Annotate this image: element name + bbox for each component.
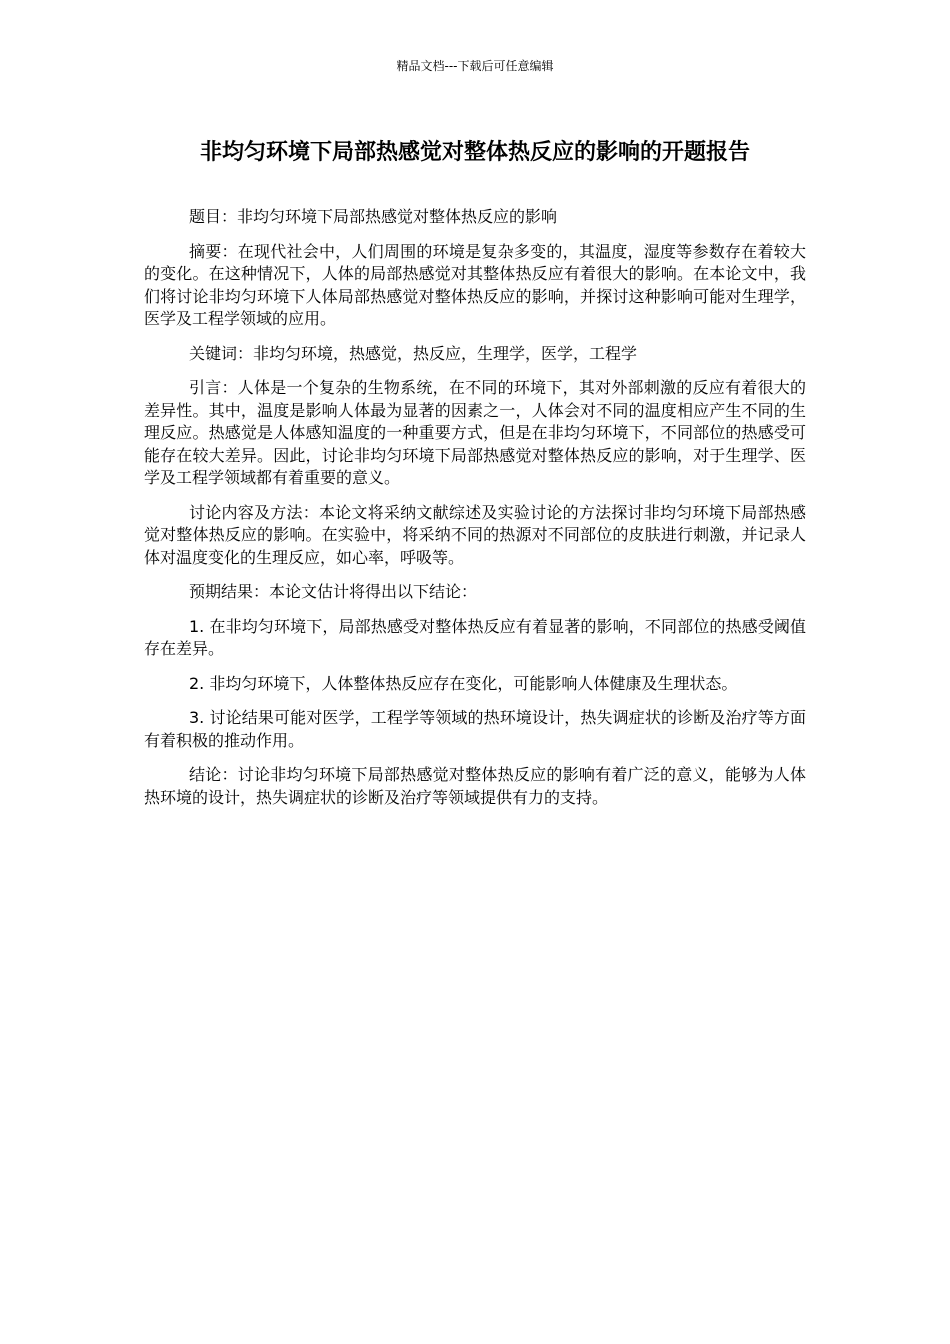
paragraph-introduction: 引言：人体是一个复杂的生物系统，在不同的环境下，其对外部刺激的反应有着很大的差异性。其中，温度是影响人体最为显著的因素之一，人体会对不同的温度相应产生不同的生理反应。热感觉是人体感知温度的一种重要方式，但是在非均匀环境下，不同部位的热感受可能存在较大差异。因此，讨论非均匀环境下局部热感觉对整体热反应的影响，对于生理学、医学及工程学领域都有着重要的意义。 [144,378,806,487]
list-item-result-2: 2. 非均匀环境下，人体整体热反应存在变化，可能影响人体健康及生理状态。 [189,673,738,693]
paragraph-topic: 题目：非均匀环境下局部热感觉对整体热反应的影响 [189,207,558,226]
list-item-result-3: 3. 讨论结果可能对医学，工程学等领域的热环境设计，热失调症状的诊断及治疗等方面有着积极的推动作用。 [144,708,806,750]
document-title: 非均匀环境下局部热感觉对整体热反应的影响的开题报告 [199,140,750,165]
paragraph-keywords: 关键词：非均匀环境，热感觉，热反应，生理学，医学，工程学 [189,343,638,363]
header-note: 精品文档---下载后可任意编辑 [396,59,554,73]
document-body [144,206,806,821]
list-item-result-1: 1. 在非均匀环境下，局部热感受对整体热反应有着显著的影响，不同部位的热感受阈值存在差异。 [144,616,806,658]
paragraph-methods: 讨论内容及方法：本论文将采纳文献综述及实验讨论的方法探讨非均匀环境下局部热感觉对整体热反应的影响。在实验中，将采纳不同的热源对不同部位的皮肤进行刺激，并记录人体对温度变化的生理反应，如心率，呼吸等。 [144,502,806,567]
paragraph-conclusion: 结论：讨论非均匀环境下局部热感觉对整体热反应的影响有着广泛的意义，能够为人体热环境的设计，热失调症状的诊断及治疗等领域提供有力的支持。 [144,765,806,807]
paragraph-abstract: 摘要：在现代社会中，人们周围的环境是复杂多变的，其温度，湿度等参数存在着较大的变化。在这种情况下，人体的局部热感觉对其整体热反应有着很大的影响。在本论文中，我们将讨论非均匀环境下人体局部热感觉对整体热反应的影响，并探讨这种影响可能对生理学，医学及工程学领域的应用。 [144,241,806,328]
paragraph-expected-results: 预期结果：本论文估计将得出以下结论： [189,582,478,601]
